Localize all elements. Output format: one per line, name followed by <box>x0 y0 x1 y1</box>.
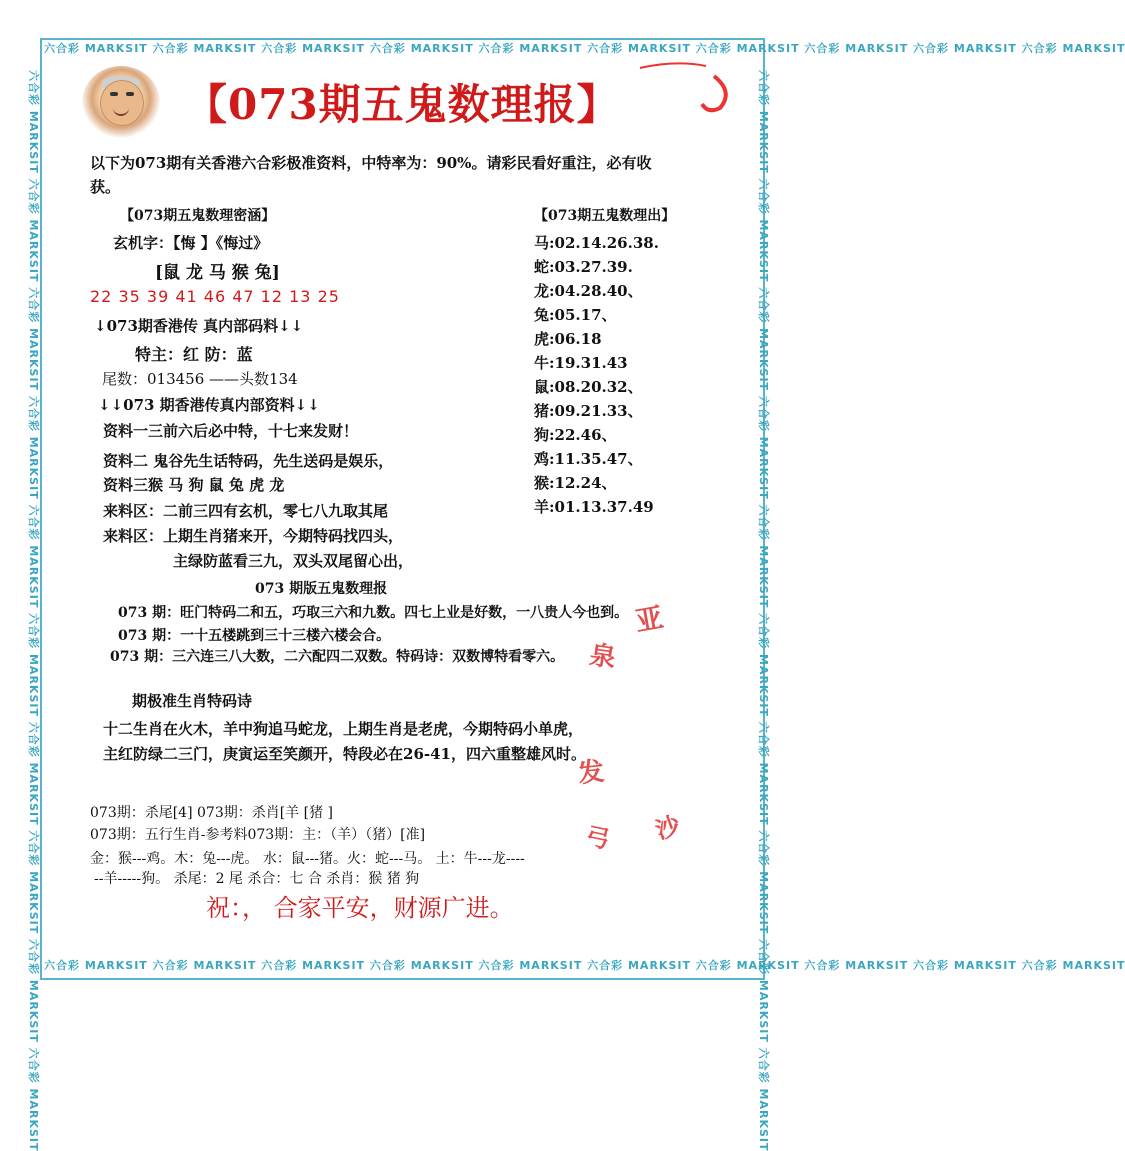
right-row-11: 猴:12.24、 <box>534 474 617 492</box>
xuanji-text: 玄机字：【悔 】《悔过》 <box>113 234 269 252</box>
right-row-2: 蛇:03.27.39. <box>534 258 633 276</box>
middle-heading: 073 期版五鬼数理报 <box>255 581 388 597</box>
right-row-10: 鸡:11.35.47、 <box>534 450 643 468</box>
bottom-line-2: 073期：五行生肖-参考料073期：主：（羊）（猪）[准] <box>90 827 426 843</box>
right-row-1: 马:02.14.26.38. <box>534 234 659 252</box>
tezhu-text: 特主：红 防：蓝 <box>135 345 253 364</box>
left-section-title: 【073期五鬼数理密涵】 <box>120 208 276 224</box>
right-row-6: 牛:19.31.43 <box>534 354 628 372</box>
number-list: 22 35 39 41 46 47 12 13 25 <box>90 287 340 306</box>
right-row-3: 龙:04.28.40、 <box>534 282 643 300</box>
bottom-line-1: 073期：杀尾[4] 073期：杀肖[羊 [猪 ] <box>90 805 334 821</box>
right-row-12: 羊:01.13.37.49 <box>534 498 654 516</box>
right-row-8: 猪:09.21.33、 <box>534 402 643 420</box>
red-stamp-3: 发 <box>576 756 606 790</box>
middle-line-1: 073 期：旺门特码二和五，巧取三六和九数。四七上业是好数，一八贵人今也到。 <box>118 605 629 621</box>
right-row-9: 狗:22.46、 <box>534 426 617 444</box>
ziliao-2: 资料二 鬼谷先生话特码，先生送码是娱乐， <box>103 452 394 470</box>
middle-line-3: 073 期：三六连三八大数，二六配四二双数。特码诗：双数博特看零六。 <box>110 649 565 665</box>
watermark-top: 六合彩 MARKSIT 六合彩 MARKSIT 六合彩 MARKSIT 六合彩 MARKSIT 六合彩 MARKSIT 六合彩 MARKSIT 六合彩 MARKSIT 六合彩 MARKSIT 六合彩 MARKSIT 六合彩 MARKSIT <box>44 42 1125 55</box>
right-row-7: 鼠:08.20.32、 <box>534 378 643 396</box>
bottom-line-4: --羊-----狗。 杀尾：2 尾 杀合：七 合 杀肖：猴 猪 狗 <box>94 871 420 887</box>
intro-line-2: 获。 <box>90 178 121 196</box>
poem-line-2: 主红防绿二三门，庚寅运至笑颜开，特段必在26-41，四六重整雄风时。 <box>103 745 586 763</box>
hk-fax-title-2: ↓↓073 期香港传真内部资料↓↓ <box>98 396 320 414</box>
red-seal-mark <box>636 58 738 118</box>
right-row-5: 虎:06.18 <box>534 330 602 348</box>
weishu-text: 尾数：013456 ——头数134 <box>102 370 298 388</box>
poem-line-1: 十二生肖在火木，羊中狗追马蛇龙，上期生肖是老虎，今期特码小单虎， <box>103 720 584 738</box>
watermark-left: 六合彩 MARKSIT 六合彩 MARKSIT 六合彩 MARKSIT 六合彩 MARKSIT 六合彩 MARKSIT 六合彩 MARKSIT 六合彩 MARKSIT 六合彩 MARKSIT 六合彩 MARKSIT 六合彩 MARKSIT <box>27 70 40 1151</box>
page-title: 【073期五鬼数理报】 <box>185 80 620 129</box>
red-stamp-4: 弓 <box>582 820 613 855</box>
red-stamp-1: 亚 <box>632 600 666 639</box>
bottom-line-3: 金：猴---鸡。木：兔---虎。 水：鼠---猪。火：蛇---马。 土：牛---龙---- <box>90 851 525 867</box>
laiqu-2: 来料区：上期生肖猪来开，今期特码找四头， <box>103 527 404 545</box>
ziliao-3: 资料三猴 马 狗 鼠 兔 虎 龙 <box>103 476 285 494</box>
intro-line-1: 以下为073期有关香港六合彩极准资料，中特率为：90%。请彩民看好重注，必有收 <box>90 154 652 172</box>
laiqu-1: 来料区：二前三四有玄机，零七八九取其尾 <box>103 502 389 520</box>
red-stamp-5: 沙 <box>651 809 684 846</box>
right-row-4: 兔:05.17、 <box>534 306 617 324</box>
right-section-title: 【073期五鬼数理出】 <box>534 208 676 224</box>
zodiac-list: [鼠 龙 马 猴 兔] <box>155 263 280 283</box>
poem-title: 期极准生肖特码诗 <box>132 692 253 710</box>
laiqu-3: 主绿防蓝看三九，双头双尾留心出， <box>173 552 414 570</box>
hk-fax-title: ↓073期香港传 真内部码料↓↓ <box>94 317 304 335</box>
blessing-text: 祝：， 合家平安，财源广进。 <box>206 894 514 922</box>
middle-line-2: 073 期：一十五楼跳到三十三楼六楼会合。 <box>118 628 391 644</box>
portrait-image <box>82 66 160 138</box>
watermark-bottom: 六合彩 MARKSIT 六合彩 MARKSIT 六合彩 MARKSIT 六合彩 MARKSIT 六合彩 MARKSIT 六合彩 MARKSIT 六合彩 MARKSIT 六合彩 MARKSIT 六合彩 MARKSIT 六合彩 MARKSIT <box>44 959 1125 972</box>
watermark-right: 六合彩 MARKSIT 六合彩 MARKSIT 六合彩 MARKSIT 六合彩 MARKSIT 六合彩 MARKSIT 六合彩 MARKSIT 六合彩 MARKSIT 六合彩 MARKSIT 六合彩 MARKSIT 六合彩 MARKSIT <box>757 70 770 1151</box>
ziliao-1: 资料一三前六后必中特，十七来发财！ <box>103 422 359 440</box>
red-stamp-2: 泉 <box>587 640 618 674</box>
